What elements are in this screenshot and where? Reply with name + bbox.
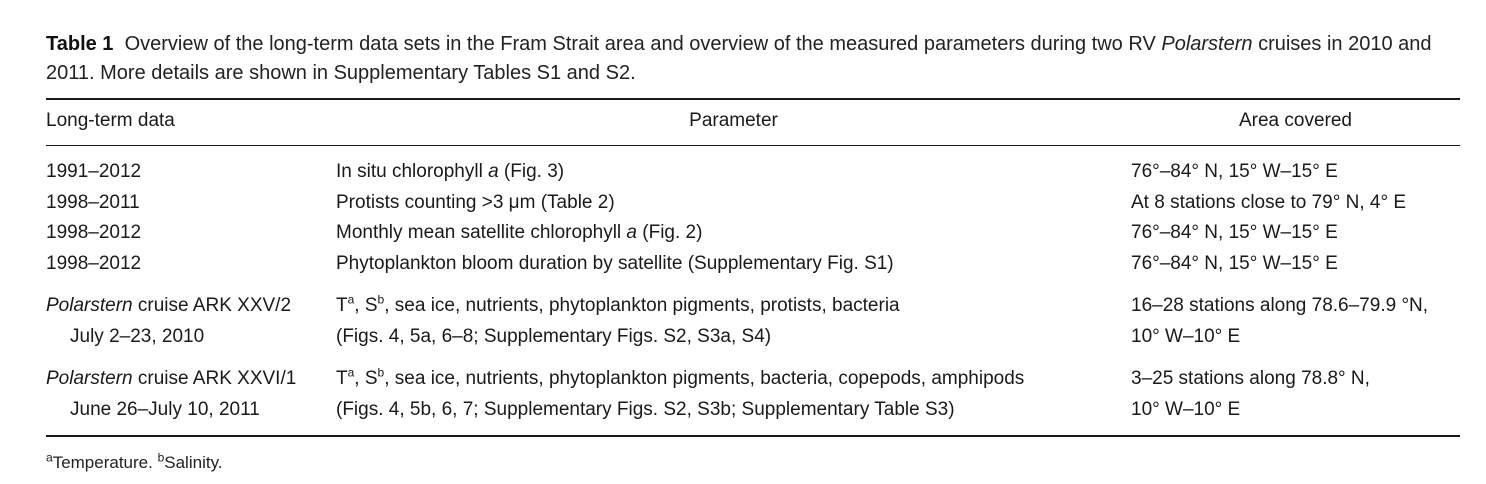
area-cell: 76°–84° N, 15° W–15° E <box>1131 161 1338 182</box>
header-area-covered: Area covered <box>1238 110 1352 131</box>
parameter-cell: Phytoplankton bloom duration by satellite (Supplementary Fig. S1) <box>336 252 894 274</box>
data-table-body <box>46 146 1460 425</box>
header-parameter: Parameter <box>689 110 778 131</box>
cruise-cell: Polarstern cruise ARK XXV/2 July 2–23, 2010 <box>46 279 336 352</box>
area-cell: At 8 stations close to 79° N, 4° E <box>1131 191 1406 213</box>
header-row <box>46 100 1460 133</box>
area-cell: 3–25 stations along 78.8° N, 10° W–10° E <box>1131 368 1370 420</box>
parameter-cell: $T^a$, $S^b$, sea ice, nutrients, phytoplankton pigments, bacteria, copepods, amphipods (Figs. 4, 5b, 6, 7; Supplementary Figs. S2, S3b; Supplementary Table S3) <box>336 365 1025 420</box>
parameter-cell: Protists counting >3 μm (Table 2) <box>336 191 615 213</box>
period-cell: 1998–2011 <box>46 191 140 213</box>
caption-text-2: cruises in 2010 and 2011. More details are shown in Supplementary Tables S1 and S2. <box>46 33 1432 84</box>
area-cell: 76°–84° N, 15° W–15° E <box>1131 252 1338 274</box>
table-row <box>46 146 1460 188</box>
parameter-cell: $T^a$, $S^b$, sea ice, nutrients, phytoplankton pigments, protists, bacteria (Figs. 4, 5a, 6–8; Supplementary Figs. S2, S3a, S4) <box>336 292 900 347</box>
table-row-cruise-2011 <box>46 352 1460 425</box>
table-label: Table 1 <box>46 33 114 55</box>
data-table <box>46 100 1460 133</box>
area-cell: 76°–84° N, 15° W–15° E <box>1131 222 1338 243</box>
cruise-dates: June 26–July 10, 2011 <box>70 398 260 420</box>
period-cell: 1991–2012 <box>46 161 142 182</box>
table-row <box>46 249 1460 280</box>
period-cell: 1998–2012 <box>46 222 142 243</box>
caption-text: Overview of the long-term data sets in the Fram Strait area and overview of the measured parameters during two RV <box>124 33 1156 55</box>
table-row <box>46 218 1460 249</box>
period-cell: 1998–2012 <box>46 252 142 274</box>
area-cell: 16–28 stations along 78.6–79.9 °N, 10° W–10° E <box>1131 295 1429 347</box>
table-row-cruise-2010 <box>46 279 1460 352</box>
table-footnote: $^a$Temperature. $^b$Salinity. <box>46 450 223 472</box>
parameter-cell: Monthly mean satellite chlorophyll a (Fig. 2) <box>336 222 703 243</box>
table-caption <box>46 30 1460 88</box>
table-row <box>46 188 1460 219</box>
cruise-dates: July 2–23, 2010 <box>70 325 205 347</box>
cruise-cell: Polarstern cruise ARK XXVI/1 June 26–July 10, 2011 <box>46 352 336 425</box>
caption-ship-name: Polarstern <box>1161 33 1253 55</box>
header-long-term-data: Long-term data <box>46 110 175 131</box>
bottom-rule <box>46 435 1460 437</box>
parameter-cell: In situ chlorophyll a (Fig. 3) <box>336 161 565 182</box>
